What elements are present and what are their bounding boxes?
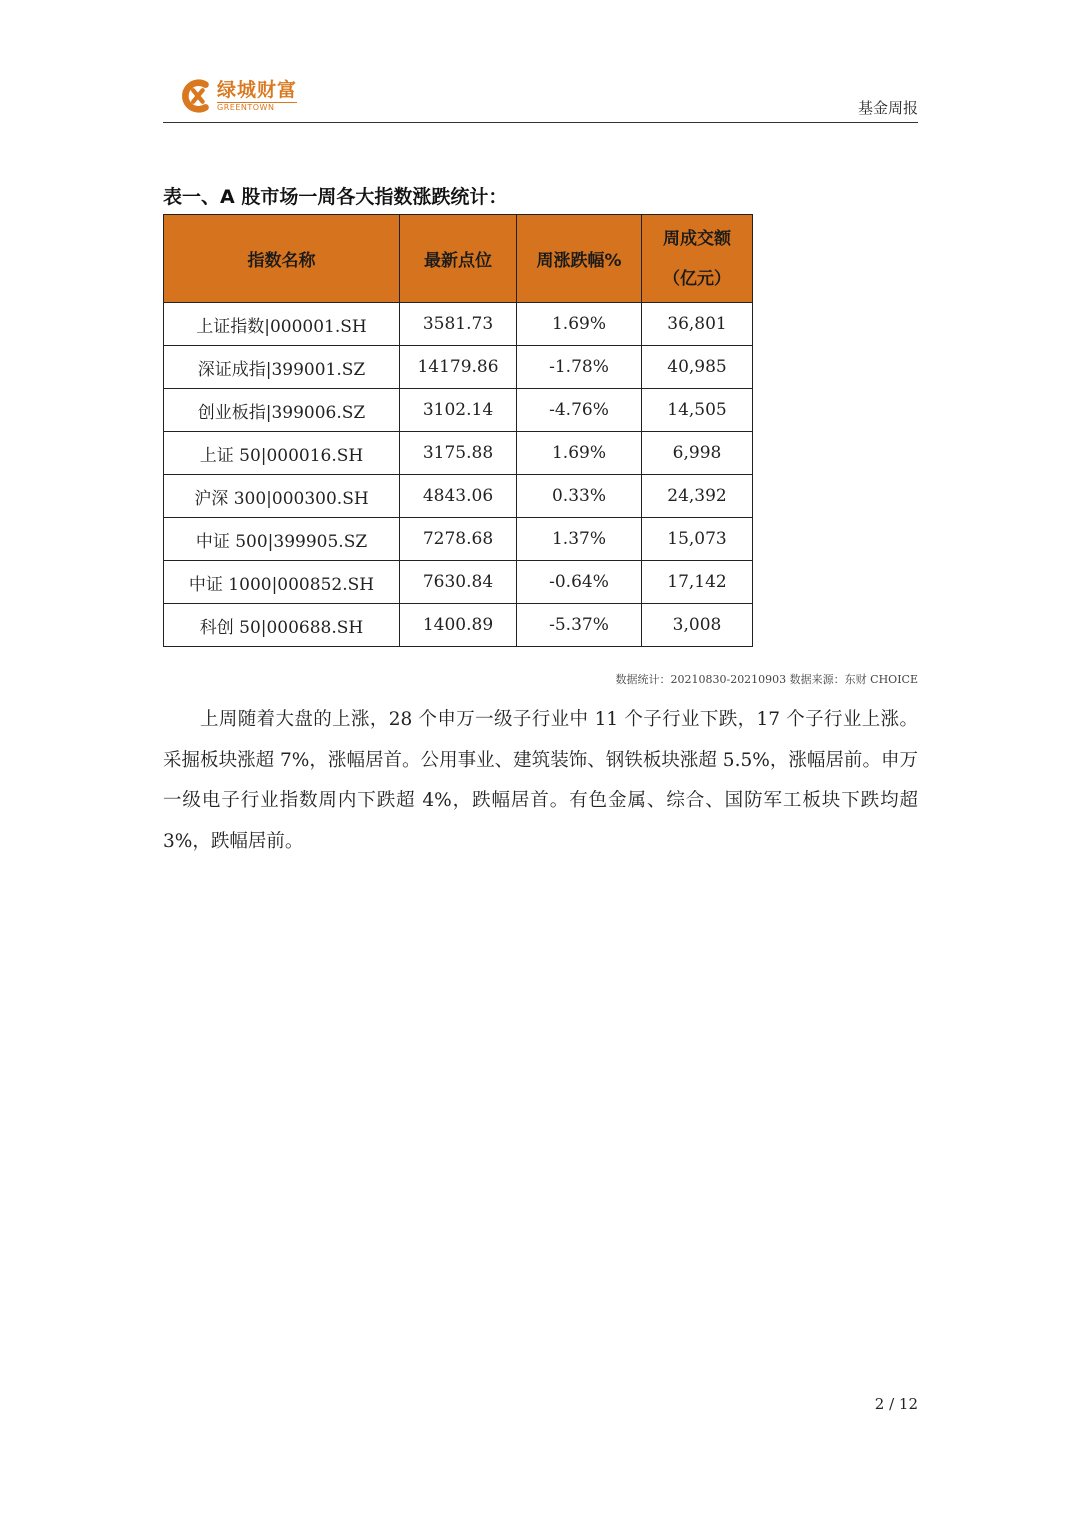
table-row <box>164 518 753 561</box>
cell-weekly-change: 1.69% <box>517 432 642 475</box>
cell-latest-point: 4843.06 <box>400 475 517 518</box>
page-number: 2 / 12 <box>874 1395 918 1413</box>
cell-weekly-change: 1.69% <box>517 303 642 346</box>
cell-latest-point: 3175.88 <box>400 432 517 475</box>
index-performance-table <box>163 214 753 647</box>
cell-index-name: 深证成指|399001.SZ <box>164 346 400 389</box>
table-caption: 表一、A 股市场一周各大指数涨跌统计： <box>163 186 508 208</box>
cell-latest-point: 14179.86 <box>400 346 517 389</box>
logo-english-name: GREENTOWN <box>217 102 297 112</box>
table-row <box>164 432 753 475</box>
cell-index-name: 上证 50|000016.SH <box>164 432 400 475</box>
cell-latest-point: 3581.73 <box>400 303 517 346</box>
cell-index-name: 上证指数|000001.SH <box>164 303 400 346</box>
column-header-weekly-change: 周涨跌幅% <box>517 215 642 303</box>
logo-icon <box>177 77 215 115</box>
turnover-header-line2: （亿元） <box>663 268 731 289</box>
cell-weekly-change: -4.76% <box>517 389 642 432</box>
cell-weekly-turnover: 40,985 <box>642 346 753 389</box>
cell-weekly-turnover: 36,801 <box>642 303 753 346</box>
table-row <box>164 389 753 432</box>
cell-weekly-turnover: 6,998 <box>642 432 753 475</box>
table-header-row <box>164 215 753 303</box>
cell-index-name: 沪深 300|000300.SH <box>164 475 400 518</box>
cell-index-name: 创业板指|399006.SZ <box>164 389 400 432</box>
cell-weekly-change: 1.37% <box>517 518 642 561</box>
data-source-note: 数据统计：20210830-20210903 数据来源：东财 CHOICE <box>615 673 918 686</box>
table-row <box>164 561 753 604</box>
column-header-index-name: 指数名称 <box>164 215 400 303</box>
cell-index-name: 中证 1000|000852.SH <box>164 561 400 604</box>
table-row <box>164 604 753 647</box>
turnover-header-line1: 周成交额 <box>663 228 731 249</box>
cell-latest-point: 1400.89 <box>400 604 517 647</box>
cell-index-name: 科创 50|000688.SH <box>164 604 400 647</box>
cell-weekly-turnover: 24,392 <box>642 475 753 518</box>
cell-latest-point: 3102.14 <box>400 389 517 432</box>
table-row <box>164 475 753 518</box>
cell-weekly-change: -5.37% <box>517 604 642 647</box>
body-paragraph: 上周随着大盘的上涨，28 个申万一级子行业中 11 个子行业下跌，17 个子行业上涨。采掘板块涨超 7%，涨幅居首。公用事业、建筑装饰、钢铁板块涨超 5.5%，涨幅居前。申万一级电子行业指数周内下跌超 4%，跌幅居首。有色金属、综合、国防军工板块下跌均超 3%，跌幅居前。 <box>163 709 918 852</box>
logo-chinese-name: 绿城财富 <box>217 78 298 101</box>
cell-weekly-turnover: 15,073 <box>642 518 753 561</box>
cell-weekly-change: -1.78% <box>517 346 642 389</box>
document-title: 基金周报 <box>857 99 918 117</box>
column-header-latest-point: 最新点位 <box>400 215 517 303</box>
cell-latest-point: 7630.84 <box>400 561 517 604</box>
cell-weekly-change: 0.33% <box>517 475 642 518</box>
cell-latest-point: 7278.68 <box>400 518 517 561</box>
table-row <box>164 303 753 346</box>
column-header-weekly-turnover <box>642 215 753 303</box>
cell-weekly-turnover: 17,142 <box>642 561 753 604</box>
page-header <box>163 72 918 123</box>
table-row <box>164 346 753 389</box>
cell-weekly-change: -0.64% <box>517 561 642 604</box>
cell-index-name: 中证 500|399905.SZ <box>164 518 400 561</box>
cell-weekly-turnover: 14,505 <box>642 389 753 432</box>
cell-weekly-turnover: 3,008 <box>642 604 753 647</box>
company-logo <box>177 76 297 116</box>
